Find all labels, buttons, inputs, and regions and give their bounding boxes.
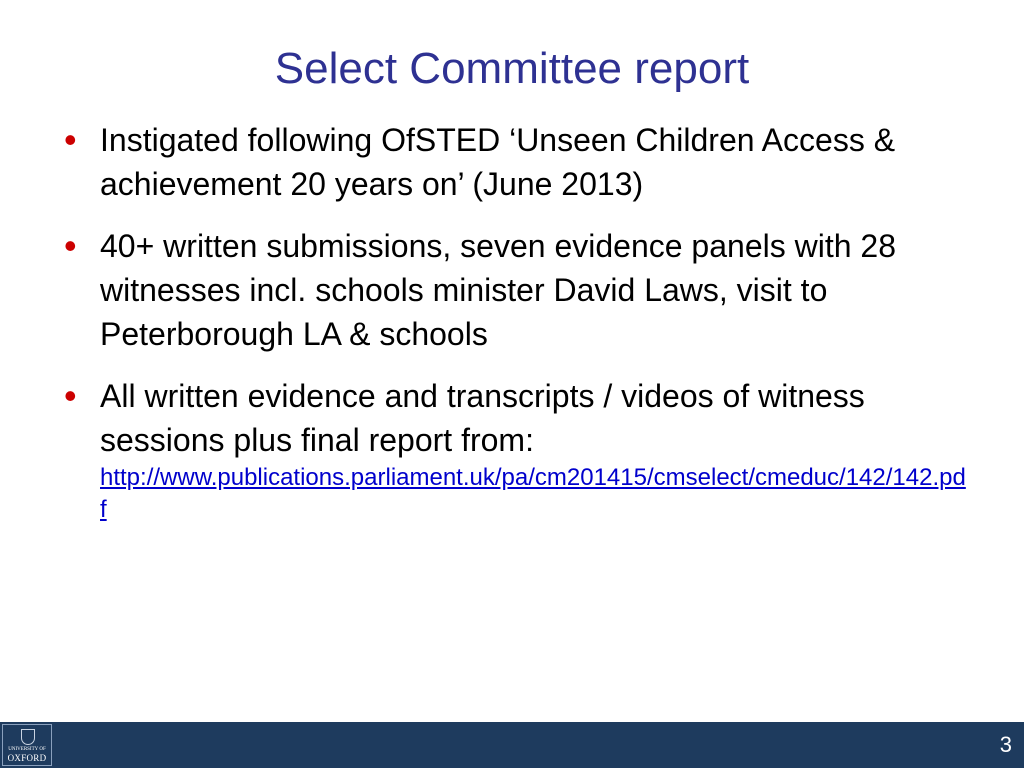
bullet-list — [56, 118, 976, 544]
page-number: 3 — [999, 732, 1012, 757]
logo-line2: OXFORD — [7, 753, 47, 763]
slide-title: Select Committee report — [274, 44, 750, 93]
report-link[interactable]: http://www.publications.parliament.uk/pa/cm201415/cmselect/cmeduc/142/142.pdf — [100, 464, 966, 523]
bullet-text: Instigated following OfSTED ‘Unseen Children Access & achievement 20 years on’ (June 2013) — [100, 122, 896, 202]
bullet-text: 40+ written submissions, seven evidence panels with 28 witnesses incl. schools minister David Laws, visit to Peterborough LA & schools — [100, 228, 896, 352]
oxford-logo — [2, 724, 52, 766]
bullet-dot-icon: • — [64, 375, 77, 416]
bullet-item — [56, 118, 976, 206]
bullet-item — [56, 224, 976, 356]
footer-bar — [0, 722, 1024, 768]
bullet-dot-icon: • — [64, 119, 77, 160]
bullet-text: All written evidence and transcripts / videos of witness sessions plus final report from: — [100, 378, 865, 458]
crest-icon — [21, 729, 35, 745]
bullet-item — [56, 374, 976, 526]
logo-line1: UNIVERSITY OF — [8, 747, 46, 752]
bullet-dot-icon: • — [64, 225, 77, 266]
